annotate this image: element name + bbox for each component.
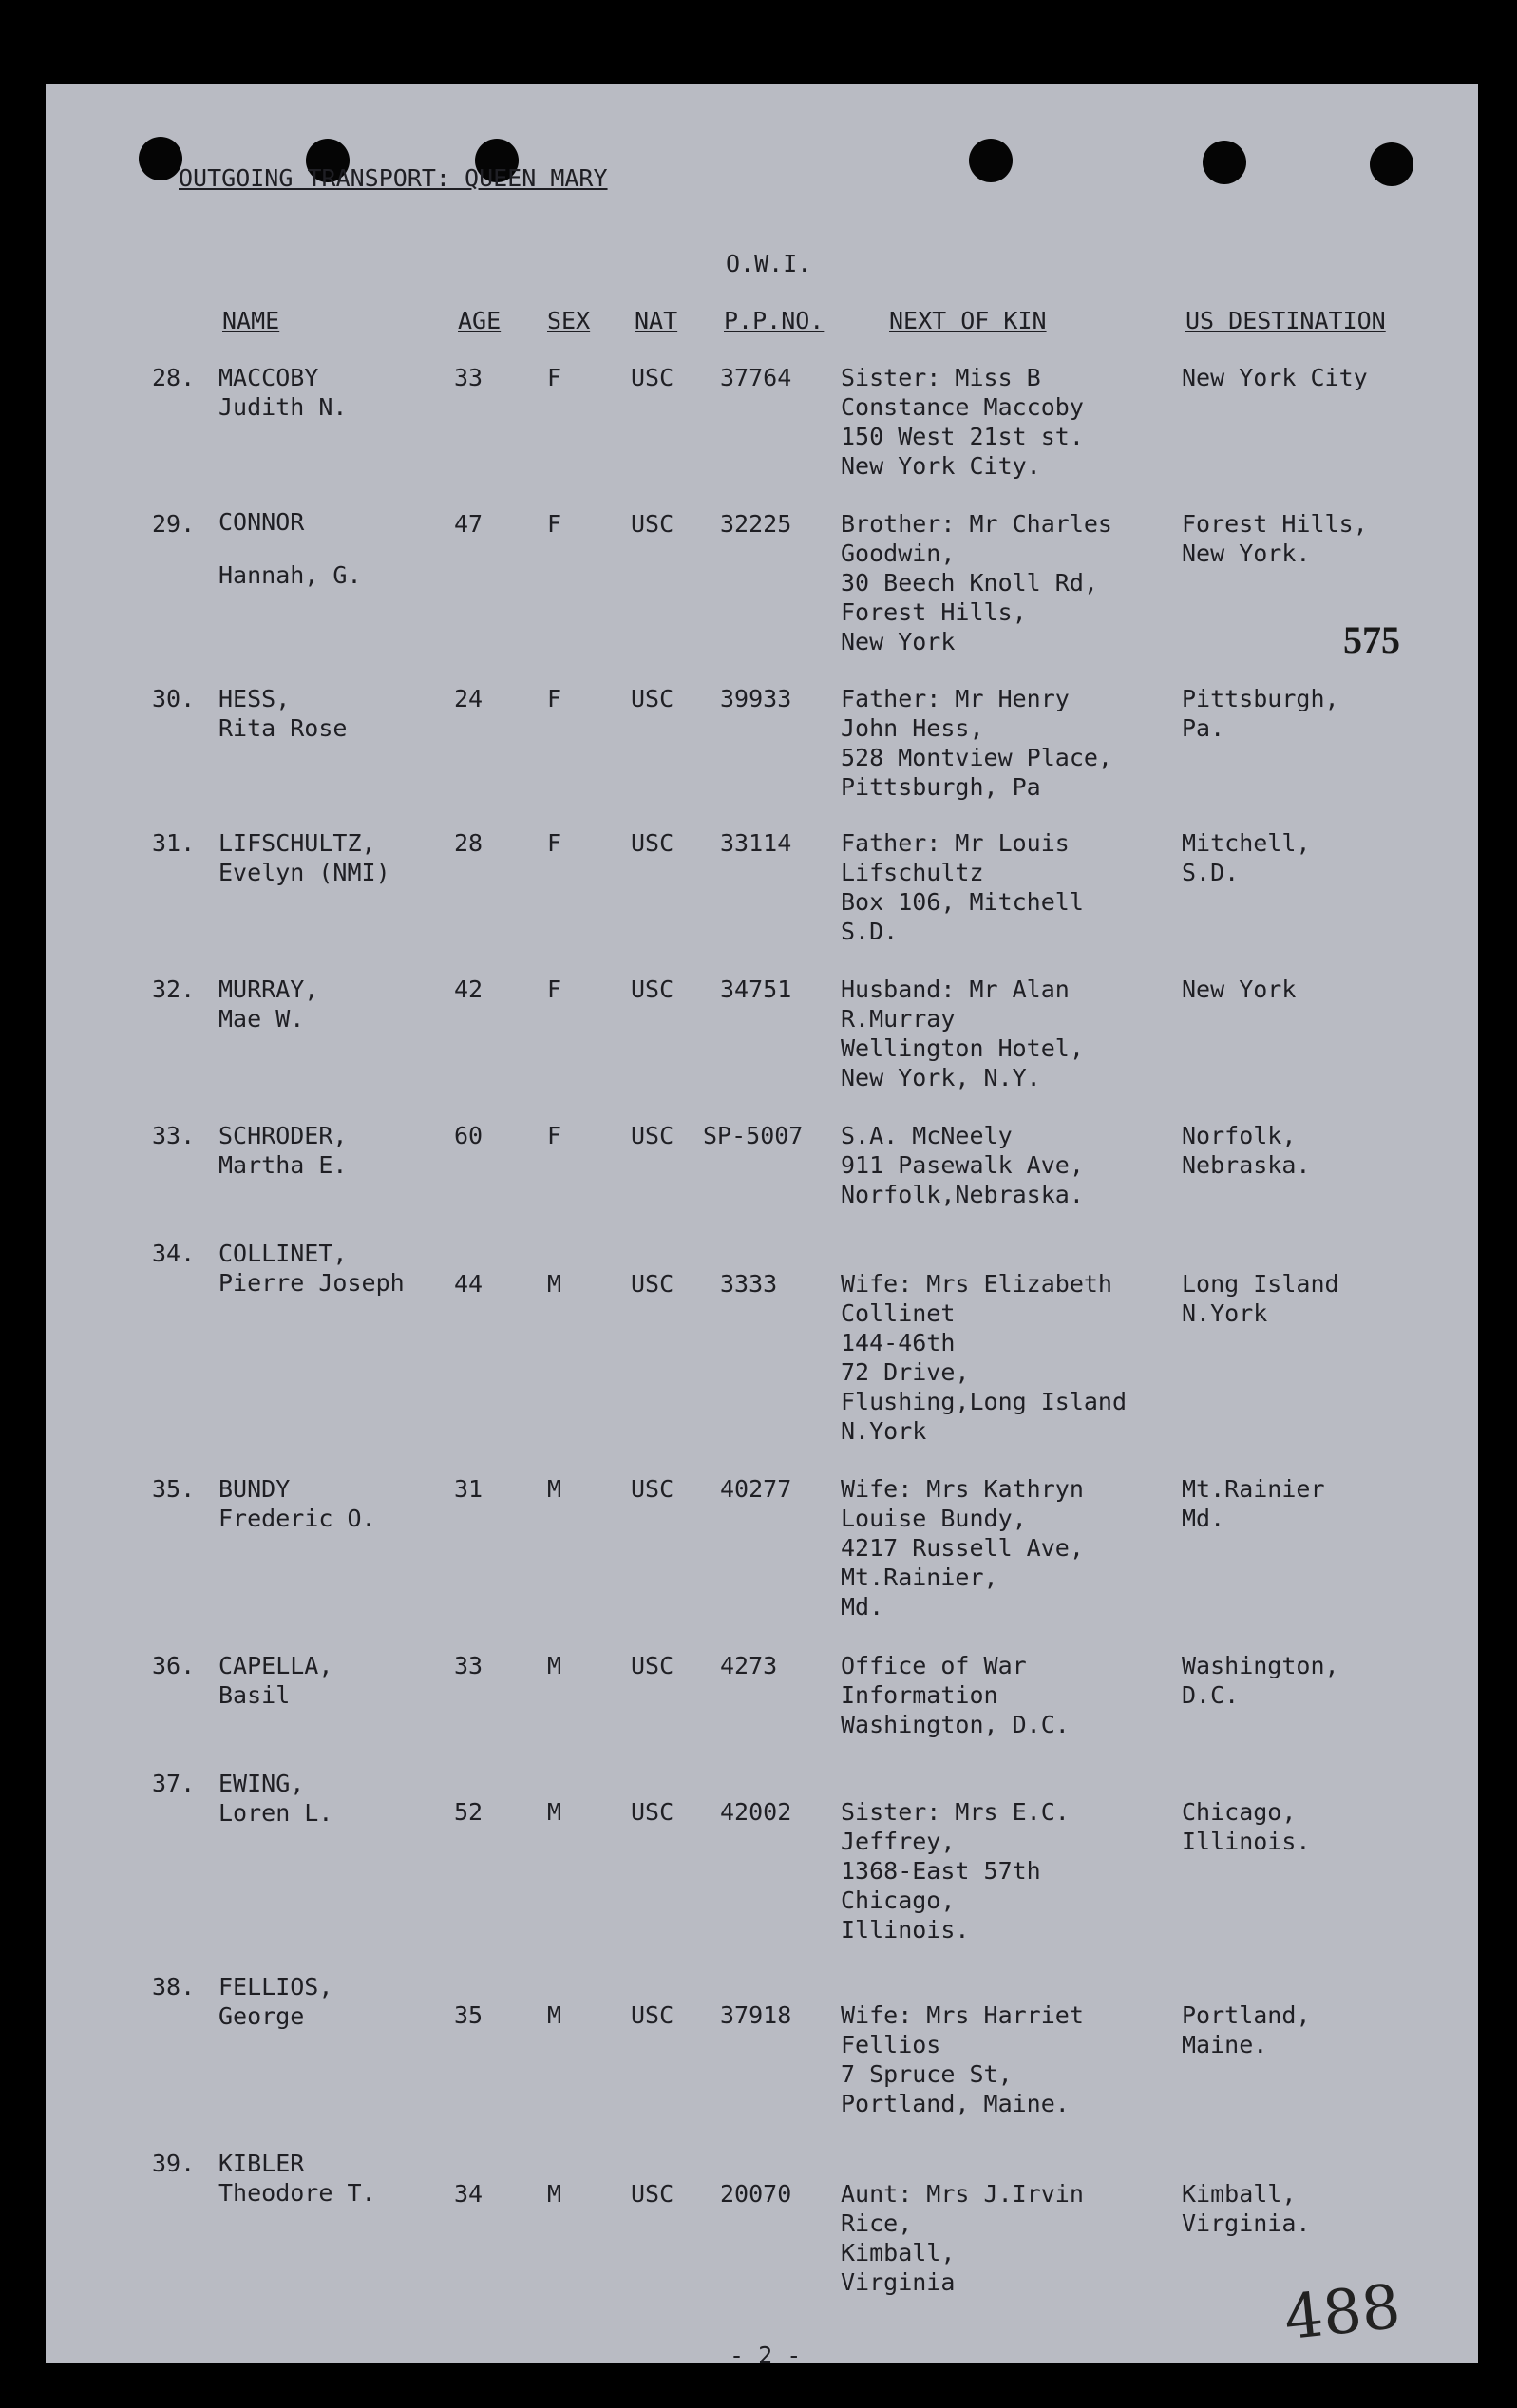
passenger-sex: F (547, 685, 562, 712)
passenger-name: MACCOBY Judith N. (218, 364, 348, 421)
punch-hole (139, 137, 182, 180)
passenger-nat: USC (631, 976, 674, 1003)
row-number: 38. (152, 1973, 196, 2000)
next-of-kin: Wife: Mrs Elizabeth Collinet 144-46th 72 Drive, Flushing,Long Island N.York (841, 1270, 1128, 1445)
passenger-age: 44 (454, 1270, 484, 1298)
row-number: 37. (152, 1770, 196, 1797)
us-destination: New York (1182, 976, 1297, 1003)
passenger-name: LIFSCHULTZ, Evelyn (NMI) (218, 829, 390, 886)
passport-number: 34751 (720, 976, 792, 1003)
col-header-name: NAME (222, 307, 280, 334)
passenger-name: EWING, Loren L. (218, 1770, 333, 1827)
row-number: 32. (152, 976, 196, 1003)
passenger-name: COLLINET, Pierre Joseph (218, 1240, 405, 1297)
next-of-kin: Sister: Mrs E.C. Jeffrey, 1368-East 57th Chicago, Illinois. (841, 1798, 1070, 1943)
passenger-nat: USC (631, 1798, 674, 1826)
row-number: 39. (152, 2150, 196, 2177)
passenger-name: CAPELLA, Basil (218, 1652, 333, 1709)
passenger-age: 24 (454, 685, 484, 712)
next-of-kin: Sister: Miss B Constance Maccoby 150 West 21st st. New York City. (841, 364, 1084, 480)
next-of-kin: Office of War Information Washington, D.C. (841, 1652, 1070, 1738)
passenger-sex: F (547, 1122, 562, 1149)
us-destination: Chicago, Illinois. (1182, 1798, 1311, 1855)
us-destination: Forest Hills, New York. (1182, 510, 1368, 567)
col-header-pp: P.P.NO. (724, 307, 825, 334)
us-destination: Washington, D.C. (1182, 1652, 1339, 1709)
handwritten-page-number: 488 (1280, 2271, 1404, 2355)
passport-number: SP-5007 (703, 1122, 804, 1149)
next-of-kin: Aunt: Mrs J.Irvin Rice, Kimball, Virginia (841, 2180, 1084, 2296)
next-of-kin: S.A. McNeely 911 Pasewalk Ave, Norfolk,Nebraska. (841, 1122, 1084, 1208)
next-of-kin: Brother: Mr Charles Goodwin, 30 Beech Knoll Rd, Forest Hills, New York (841, 510, 1112, 655)
row-number: 35. (152, 1475, 196, 1503)
passport-number: 4273 (720, 1652, 778, 1679)
passport-number: 20070 (720, 2180, 792, 2208)
punch-hole (1203, 141, 1246, 184)
passenger-age: 31 (454, 1475, 484, 1503)
passenger-sex: F (547, 510, 562, 538)
passenger-nat: USC (631, 829, 674, 857)
row-number: 31. (152, 829, 196, 857)
passenger-nat: USC (631, 1475, 674, 1503)
passenger-age: 47 (454, 510, 484, 538)
stamp-number: 575 (1343, 618, 1400, 661)
passport-number: 3333 (720, 1270, 778, 1298)
passenger-name: BUNDY Frederic O. (218, 1475, 376, 1532)
passenger-nat: USC (631, 1122, 674, 1149)
passenger-sex: M (547, 1270, 562, 1298)
us-destination: Pittsburgh, Pa. (1182, 685, 1339, 742)
passenger-sex: M (547, 2001, 562, 2029)
col-header-nat: NAT (635, 307, 678, 334)
passenger-age: 28 (454, 829, 484, 857)
col-header-dest: US DESTINATION (1185, 307, 1386, 334)
passenger-name: CONNOR Hannah, G. (218, 508, 362, 589)
passenger-nat: USC (631, 1652, 674, 1679)
passenger-name: FELLIOS, George (218, 1973, 333, 2030)
row-number: 30. (152, 685, 196, 712)
passenger-sex: F (547, 829, 562, 857)
passenger-nat: USC (631, 2180, 674, 2208)
col-header-age: AGE (458, 307, 502, 334)
row-number: 28. (152, 364, 196, 391)
col-header-sex: SEX (547, 307, 591, 334)
passenger-sex: M (547, 2180, 562, 2208)
us-destination: Norfolk, Nebraska. (1182, 1122, 1311, 1179)
passport-number: 37764 (720, 364, 792, 391)
us-destination: New York City (1182, 364, 1368, 391)
row-number: 34. (152, 1240, 196, 1267)
us-destination: Kimball, Virginia. (1182, 2180, 1311, 2237)
row-number: 29. (152, 510, 196, 538)
passport-number: 42002 (720, 1798, 792, 1826)
us-destination: Long Island N.York (1182, 1270, 1339, 1327)
transport-title: OUTGOING TRANSPORT: QUEEN MARY (179, 164, 608, 192)
next-of-kin: Wife: Mrs Kathryn Louise Bundy, 4217 Russell Ave, Mt.Rainier, Md. (841, 1475, 1084, 1621)
passenger-name: MURRAY, Mae W. (218, 976, 319, 1033)
passenger-nat: USC (631, 2001, 674, 2029)
passenger-sex: M (547, 1475, 562, 1503)
next-of-kin: Father: Mr Henry John Hess, 528 Montview Place, Pittsburgh, Pa (841, 685, 1112, 801)
passenger-name: HESS, Rita Rose (218, 685, 348, 742)
passenger-age: 34 (454, 2180, 484, 2208)
next-of-kin: Father: Mr Louis Lifschultz Box 106, Mitchell S.D. (841, 829, 1084, 945)
passenger-nat: USC (631, 364, 674, 391)
passport-number: 32225 (720, 510, 792, 538)
us-destination: Portland, Maine. (1182, 2001, 1311, 2058)
us-destination: Mt.Rainier Md. (1182, 1475, 1325, 1532)
passenger-sex: F (547, 976, 562, 1003)
passenger-name: SCHRODER, Martha E. (218, 1122, 348, 1179)
passenger-sex: M (547, 1652, 562, 1679)
passenger-nat: USC (631, 685, 674, 712)
passenger-age: 60 (454, 1122, 484, 1149)
passport-number: 40277 (720, 1475, 792, 1503)
passenger-age: 33 (454, 1652, 484, 1679)
passenger-sex: M (547, 1798, 562, 1826)
passenger-age: 35 (454, 2001, 484, 2029)
passenger-age: 52 (454, 1798, 484, 1826)
punch-hole (1370, 142, 1413, 186)
passenger-nat: USC (631, 510, 674, 538)
row-number: 33. (152, 1122, 196, 1149)
punch-hole (969, 139, 1013, 182)
next-of-kin: Wife: Mrs Harriet Fellios 7 Spruce St, Portland, Maine. (841, 2001, 1084, 2117)
passenger-name: KIBLER Theodore T. (218, 2150, 376, 2207)
passport-number: 37918 (720, 2001, 792, 2029)
passenger-sex: F (547, 364, 562, 391)
page-footer: - 2 - (730, 2342, 802, 2369)
passenger-age: 42 (454, 976, 484, 1003)
passenger-nat: USC (631, 1270, 674, 1298)
us-destination: Mitchell, S.D. (1182, 829, 1311, 886)
next-of-kin: Husband: Mr Alan R.Murray Wellington Hotel, New York, N.Y. (841, 976, 1084, 1091)
row-number: 36. (152, 1652, 196, 1679)
passenger-age: 33 (454, 364, 484, 391)
col-header-kin: NEXT OF KIN (889, 307, 1047, 334)
agency-label: O.W.I. (726, 250, 812, 277)
passport-number: 33114 (720, 829, 792, 857)
passport-number: 39933 (720, 685, 792, 712)
